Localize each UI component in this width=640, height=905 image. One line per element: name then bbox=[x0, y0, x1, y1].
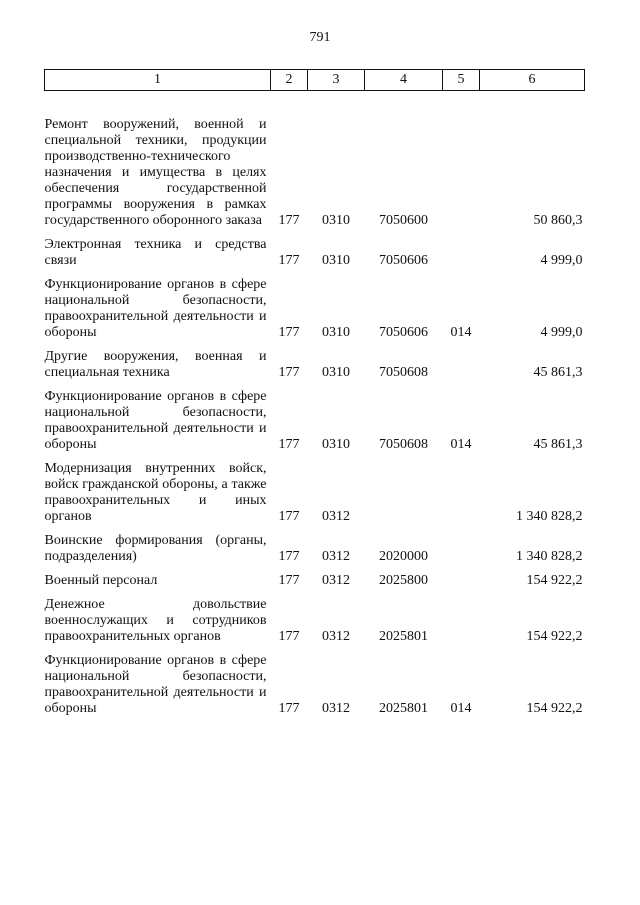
row-vr bbox=[443, 91, 480, 230]
table-row bbox=[45, 525, 585, 565]
row-sum: 50 860,3 bbox=[533, 213, 583, 228]
row-sum: 154 922,2 bbox=[526, 573, 583, 588]
row-name: Военный персонал bbox=[44, 573, 158, 588]
row-vr bbox=[443, 525, 480, 565]
row-cs: 2025800 bbox=[379, 573, 428, 588]
table-header-row bbox=[45, 70, 585, 91]
row-cs: 2025801 bbox=[379, 701, 428, 716]
row-gr: 177 bbox=[278, 365, 300, 380]
row-name: Функционирование органов в сфере национальной безопасности, правоохранительной деятельности и обороны bbox=[44, 653, 267, 716]
row-rz: 0312 bbox=[322, 549, 350, 564]
row-cs: 7050608 bbox=[379, 365, 428, 380]
row-cs: 2025801 bbox=[379, 629, 428, 644]
row-gr: 177 bbox=[278, 573, 300, 588]
page-number: 791 bbox=[309, 30, 331, 45]
row-gr: 177 bbox=[278, 509, 300, 524]
row-name: Воинские формирования (органы, подразделения) bbox=[44, 533, 267, 564]
row-vr bbox=[443, 565, 480, 589]
row-rz: 0310 bbox=[322, 325, 350, 340]
row-sum: 4 999,0 bbox=[540, 325, 583, 340]
row-vr: 014 bbox=[450, 701, 472, 716]
row-sum: 45 861,3 bbox=[533, 437, 583, 452]
row-rz: 0310 bbox=[322, 253, 350, 268]
table-row bbox=[45, 381, 585, 453]
row-gr: 177 bbox=[278, 325, 300, 340]
row-rz: 0310 bbox=[322, 213, 350, 228]
row-rz: 0312 bbox=[322, 509, 350, 524]
row-sum: 4 999,0 bbox=[540, 253, 583, 268]
table-row bbox=[45, 229, 585, 269]
table-row bbox=[45, 91, 585, 230]
row-name: Электронная техника и средства связи bbox=[44, 237, 267, 268]
row-gr: 177 bbox=[278, 437, 300, 452]
row-vr: 014 bbox=[450, 325, 472, 340]
row-cs: 7050606 bbox=[379, 253, 428, 268]
row-name: Функционирование органов в сфере национальной безопасности, правоохранительной деятельности и обороны bbox=[44, 389, 267, 452]
table-row bbox=[45, 269, 585, 341]
row-vr bbox=[443, 453, 480, 525]
row-sum: 45 861,3 bbox=[533, 365, 583, 380]
row-rz: 0312 bbox=[322, 573, 350, 588]
budget-table bbox=[44, 69, 585, 717]
row-vr: 014 bbox=[450, 437, 472, 452]
table-row bbox=[45, 645, 585, 717]
header-col-2: 2 bbox=[271, 70, 308, 91]
row-name: Ремонт вооружений, военной и специальной техники, продукции производственно-технического назначения и имущества в целях обеспечения государственной программы вооружения в рамках государственного оборонного заказа bbox=[44, 117, 267, 228]
table-row bbox=[45, 453, 585, 525]
row-name: Модернизация внутренних войск, войск гражданской обороны, а также правоохранительных и иных органов bbox=[44, 461, 267, 524]
row-sum: 154 922,2 bbox=[526, 701, 583, 716]
row-name: Другие вооружения, военная и специальная техника bbox=[44, 349, 267, 380]
row-gr: 177 bbox=[278, 701, 300, 716]
table-row bbox=[45, 341, 585, 381]
row-cs: 2020000 bbox=[379, 549, 428, 564]
row-vr bbox=[443, 229, 480, 269]
row-gr: 177 bbox=[278, 213, 300, 228]
row-vr bbox=[443, 589, 480, 645]
row-cs: 7050606 bbox=[379, 325, 428, 340]
row-name: Функционирование органов в сфере национальной безопасности, правоохранительной деятельности и обороны bbox=[44, 277, 267, 340]
row-rz: 0310 bbox=[322, 437, 350, 452]
header-col-4: 4 bbox=[365, 70, 443, 91]
header-col-3: 3 bbox=[308, 70, 365, 91]
table-row bbox=[45, 589, 585, 645]
header-col-6: 6 bbox=[480, 70, 585, 91]
row-sum: 1 340 828,2 bbox=[516, 549, 583, 564]
row-cs: 7050600 bbox=[379, 213, 428, 228]
row-gr: 177 bbox=[278, 253, 300, 268]
row-sum: 154 922,2 bbox=[526, 629, 583, 644]
row-rz: 0310 bbox=[322, 365, 350, 380]
row-name: Денежное довольствие военнослужащих и сотрудников правоохранительных органов bbox=[44, 597, 267, 644]
row-gr: 177 bbox=[278, 629, 300, 644]
table-row bbox=[45, 565, 585, 589]
row-cs: 7050608 bbox=[379, 437, 428, 452]
row-gr: 177 bbox=[278, 549, 300, 564]
row-rz: 0312 bbox=[322, 629, 350, 644]
header-col-5: 5 bbox=[443, 70, 480, 91]
header-col-1: 1 bbox=[45, 70, 271, 91]
row-vr bbox=[443, 341, 480, 381]
row-sum: 1 340 828,2 bbox=[516, 509, 583, 524]
row-rz: 0312 bbox=[322, 701, 350, 716]
row-cs bbox=[365, 453, 443, 525]
